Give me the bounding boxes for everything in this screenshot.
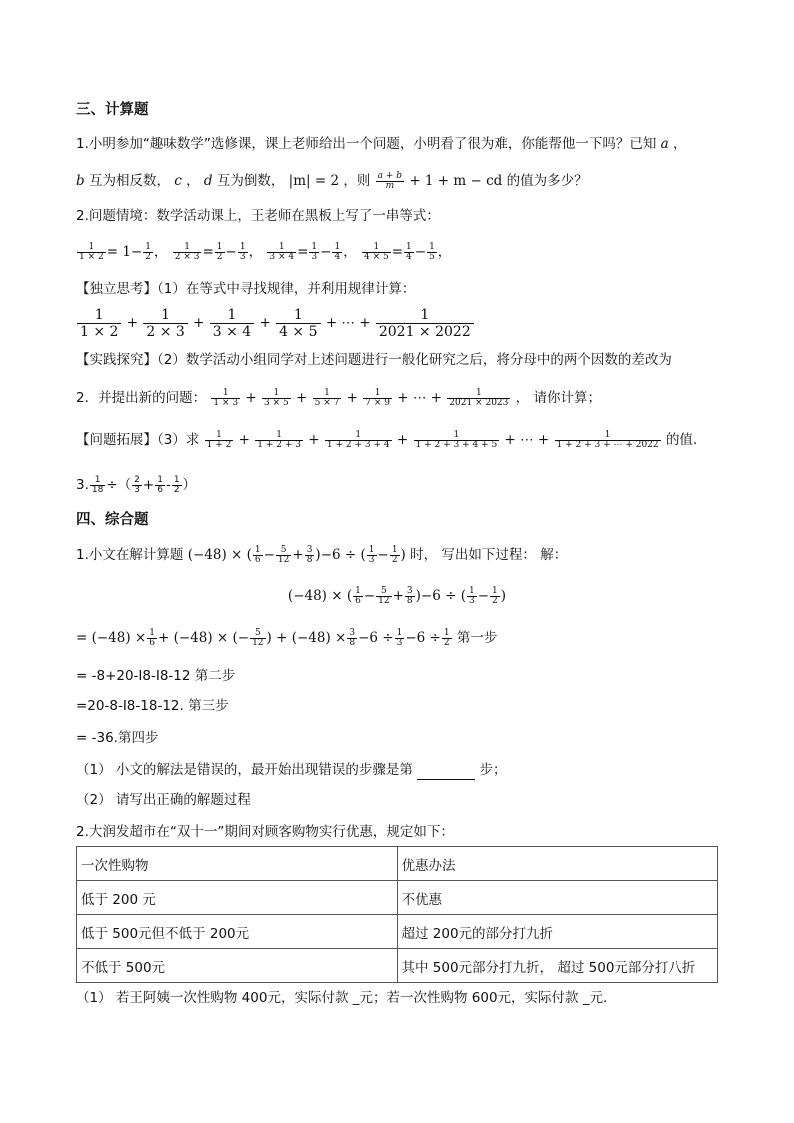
fraction: $\frac{1}{3}$ [396,627,403,648]
fraction: $\frac{1}{1 + 2}$ [206,430,232,450]
fraction: $\frac{1}{3 \times 4}$ [269,242,295,262]
fraction: $\frac{5}{12}$ [378,586,390,606]
fraction: $\frac{1}{2}$ [216,242,223,262]
table-header-cell: 优惠办法 [397,847,718,881]
fraction: $\frac{1}{2}$ [391,545,398,565]
fraction: $\frac{3}{8}$ [406,586,413,606]
fraction: $\frac{1}{2 \times 3}$ [174,242,200,262]
table-cell: 其中 500元部分打九折， 超过 500元部分打八折 [397,949,718,983]
fraction: $\frac{1}{7 \times 9}$ [365,388,390,408]
fraction: $\frac{2}{3}$ [134,474,140,495]
text: 的值． [665,432,707,448]
abs-m-equation: |m| = 2 [288,173,340,189]
var-d: d [203,173,213,189]
table-cell: 不低于 500元 [77,949,398,983]
step-1: = (−48) × $\frac{1}{6}$ + (−48) × (− $\frac{5}{12}$ ) + (−48) × $\frac{3}{8}$ −6 ÷ $\frac{1}{3}$ −6 ÷ $\frac{1}{2}$ 第一步 [76,627,498,648]
table-cell: 不优惠 [397,881,718,915]
fraction: $\frac{1}{1 \times 2}$ [77,307,121,340]
fraction: $\frac{1}{4 \times 5}$ [363,242,389,262]
fraction: $\frac{1}{2}$ [443,627,450,648]
fraction: $\frac{1}{6}$ [254,545,261,565]
text: 的值为多少？ [506,173,588,189]
q4-2-sub-question-1: （1） 若王阿姨一次性购物 400元，实际付款 _元；若一次性购物 600元，实际付款 _元． [76,990,617,1006]
text: 互为相反数， [88,173,170,189]
centered-expression: (−48) × ( $\frac{1}{6}$ − $\frac{5}{12}$ + $\frac{3}{8}$ )−6 ÷ ( $\frac{1}{3}$ − $\frac{1}{2}$ ) [287,586,507,606]
fraction: $\frac{1}{1 \times 3}$ [213,388,239,408]
fraction: $\frac{5}{12}$ [252,627,264,648]
table-row [77,881,718,915]
q3-1-text: 1.小明参加“趣味数学”选修课，课上老师给出一个问题，小明看了很为难，你能帮他一下吗？已知 [76,136,657,152]
table-row [77,847,718,881]
fraction: $\frac{1}{4 \times 5}$ [276,307,320,340]
fraction: $\frac{1}{5 \times 7}$ [314,388,340,408]
q3-1-line1 [76,134,754,154]
part-2-prompt-a: 【实践探究】（2）数学活动小组同学对上述问题进行一般化研究之后，将分母中的两个因数的差改为 [76,352,672,368]
fraction: $\frac{1}{2}$ [145,242,151,262]
part-1-prompt: 【独立思考】（1）在等式中寻找规律，并利用规律计算： [76,281,416,297]
sub-question-2: （2） 请写出正确的解题过程 [76,792,251,808]
table-cell: 低于 200 元 [77,881,398,915]
step-label: 第一步 [456,630,498,646]
fraction: $\frac{3}{8}$ [306,545,313,565]
q3-2-intro: 2.问题情境：数学活动课上，王老师在黑板上写了一串等式： [76,208,440,224]
fraction: $\frac{1}{1 + 2 + 3 + \cdots + 2022}$ [556,430,659,450]
comma: ， [673,136,687,152]
fraction: $\frac{1}{6}$ [355,586,361,606]
expression: (−48) × ( $\frac{1}{6}$ − $\frac{5}{12}$ + $\frac{3}{8}$ )−6 ÷ ( $\frac{1}{3}$ − $\frac{1}{2}$ ) [187,545,406,565]
fraction: $\frac{1}{2}$ [173,474,180,495]
fraction: $\frac{1}{5}$ [429,242,435,262]
text: ÷（ [106,477,132,493]
text: ， 请你计算； [515,390,601,406]
fraction: $\frac{1}{1 + 2 + 3 + 4}$ [326,430,390,450]
q4-2-intro: 2.大润发超市在“双十一”期间对顾客购物实行优惠，规定如下： [76,824,454,840]
var-a: a [660,136,669,152]
fraction: $\frac{1}{4}$ [334,242,341,262]
table-row [77,949,718,983]
sub-question-1 [76,760,754,780]
fraction: $\frac{1}{2021 \times 2022}$ [376,307,474,340]
text: 互为倒数， [216,173,285,189]
fraction: $\frac{1}{1 + 2 + 3}$ [257,430,301,450]
fraction-a-plus-b-over-m: $\frac{a + b}{m}$ [377,170,403,191]
step-4: = -36.第四步 [76,730,159,746]
table-header-cell: 一次性购物 [77,847,398,881]
section-4-title: 四、综合题 [76,512,149,528]
table-row [77,915,718,949]
sum-expression-1: $\frac{1}{1 \times 2}$ + $\frac{1}{2 \times 3}$ + $\frac{1}{3 \times 4}$ + $\frac{1}{4 \times 5}$ + ⋯ + $\frac{1}{2021 \times 2022}$ [76,304,754,342]
fraction: $\frac{1}{4}$ [406,242,412,262]
fraction: $\frac{1}{1 \times 2}$ [79,242,104,262]
text: （1） 小文的解法是错误的，最开始出现错误的步骤是第 [76,762,413,778]
fraction: $\frac{5}{12}$ [277,545,290,565]
fraction: $\frac{1}{6}$ [157,474,163,495]
text: 步； [479,762,507,778]
part-3-prompt: 【问题拓展】（3）求 $\frac{1}{1 + 2}$ + $\frac{1}{1 + 2 + 3}$ + $\frac{1}{1 + 2 + 3 + 4}$ + $\frac{1}{1 + 2 + 3 + 4 + 5}$ + ⋯ + $\frac{1}{1 + 2 + 3 + \cdots + 2022}$ 的值． [76,430,707,450]
q3-1-line2 [76,168,754,194]
fraction: $\frac{1}{3}$ [368,545,375,565]
fraction: $\frac{1}{3}$ [311,242,318,262]
discount-table [76,846,718,983]
var-b: b [76,173,85,189]
table-cell: 超过 200元的部分打九折 [397,915,718,949]
step-2: = -8+20-I8-I8-12 第二步 [76,668,236,684]
part-2-prompt-b: 2．并提出新的问题： $\frac{1}{1 \times 3}$ + $\frac{1}{3 \times 5}$ + $\frac{1}{5 \times 7}$ + $\frac{1}{7 \times 9}$ + ⋯ + $\frac{1}{2021 \times 2023}$ ， 请你计算； [76,388,601,408]
text: 2．并提出新的问题： [76,390,207,406]
fraction: $\frac{1}{1 + 2 + 3 + 4 + 5}$ [415,430,498,450]
text: ， [186,173,200,189]
step-3: =20-8-I8-18-12. 第三步 [76,698,229,714]
fraction: $\frac{1}{3 \times 5}$ [264,388,289,408]
fraction: $\frac{1}{2021 \times 2023}$ [449,388,509,408]
text: 时， 写出如下过程： 解： [410,547,568,563]
fraction: $\frac{1}{2 \times 3}$ [143,307,187,340]
q3-3-line: 3. $\frac{1}{18}$ ÷（ $\frac{2}{3}$ + $\frac{1}{6}$ - $\frac{1}{2}$ ） [76,474,197,495]
var-c: c [174,173,182,189]
fraction: $\frac{1}{3}$ [239,242,246,262]
fraction: $\frac{1}{18}$ [91,474,104,495]
text: ，则 [343,173,371,189]
expression-tail: + 1 + m − cd [409,173,503,189]
fraction: $\frac{1}{3 \times 4}$ [210,307,254,340]
answer-blank[interactable] [417,765,475,780]
text: 【问题拓展】（3）求 [76,432,200,448]
fraction: $\frac{1}{2}$ [492,586,498,606]
table-cell: 低于 500元但不低于 200元 [77,915,398,949]
q4-1-intro [76,542,754,568]
section-3-title: 三、计算题 [76,102,149,118]
fraction: $\frac{1}{6}$ [149,627,155,648]
text: 3. [76,477,89,493]
fraction: $\frac{3}{8}$ [349,627,356,648]
equation-chain: $\frac{1}{1 \times 2}$ = 1− $\frac{1}{2}$ ， $\frac{1}{2 \times 3}$ = $\frac{1}{2}$ − $\frac{1}{3}$ ， $\frac{1}{3 \times 4}$ = $\frac{1}{3}$ − $\frac{1}{4}$ ， $\frac{1}{4 \times 5}$ = $\frac{1}{4}$ − $\frac{1}{5}$ ， [79,242,452,262]
text: 1.小文在解计算题 [76,547,184,563]
fraction: $\frac{1}{3}$ [469,586,475,606]
